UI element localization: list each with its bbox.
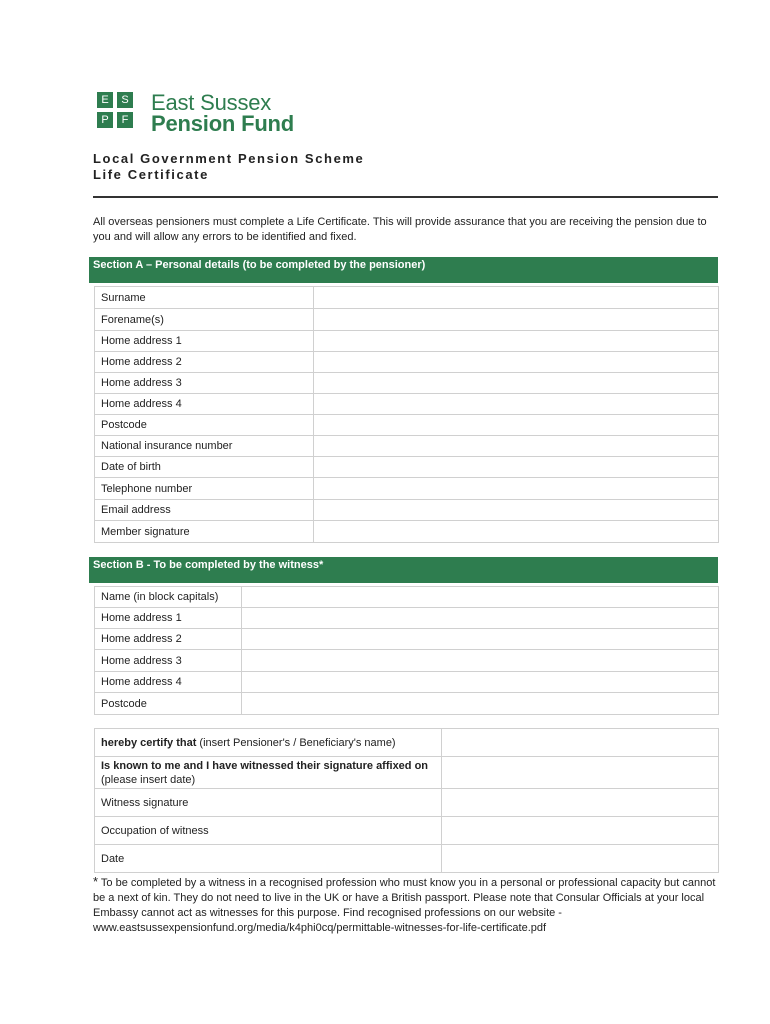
surname-field[interactable] xyxy=(314,287,719,309)
witnessed-label xyxy=(95,757,442,789)
table-row xyxy=(95,373,719,394)
footnote-asterisk: * xyxy=(93,874,99,889)
date-field[interactable] xyxy=(442,845,719,873)
table-row xyxy=(95,789,719,817)
witness-address-3-field[interactable] xyxy=(242,650,719,672)
table-row xyxy=(95,629,719,650)
section-b-header: Section B - To be completed by the witness* xyxy=(89,557,718,583)
field-label: Date of birth xyxy=(95,457,314,478)
witness-signature-field[interactable] xyxy=(442,789,719,817)
field-label: National insurance number xyxy=(95,436,314,457)
footnote xyxy=(93,874,723,936)
footnote-text: To be completed by a witness in a recognised profession who must know you in a personal or professional capacity but cannot be a next of kin. They do not need to live in the UK or have a British passport. Please note that Consular Officials at your local Embassy cannot act as witnesses for this purpose. Find recognised professions on our website - www.eastsussexpensionfund.org/media/k4phi0cq/permittable-witnesses-for-life-certificate.pdf xyxy=(93,877,716,934)
logo-text-east-sussex: East Sussex xyxy=(151,90,272,115)
table-row xyxy=(95,478,719,500)
logo-letter-p: P xyxy=(97,112,113,128)
certification-table xyxy=(94,728,719,873)
date-of-birth-field[interactable] xyxy=(314,457,719,478)
forenames-field[interactable] xyxy=(314,309,719,331)
witness-postcode-field[interactable] xyxy=(242,693,719,715)
table-row xyxy=(95,729,719,757)
intro-paragraph: All overseas pensioners must complete a Life Certificate. This will provide assurance that you are receiving the pension due to you and will allow any errors to be identified and fixed. xyxy=(93,216,707,243)
table-row xyxy=(95,415,719,436)
field-label: Witness signature xyxy=(95,789,442,817)
witness-address-1-field[interactable] xyxy=(242,608,719,629)
section-a-header: Section A – Personal details (to be completed by the pensioner) xyxy=(89,257,718,283)
table-row xyxy=(95,757,719,789)
title-line-2: Life Certificate xyxy=(93,167,209,182)
document-title xyxy=(93,151,364,183)
email-field[interactable] xyxy=(314,500,719,521)
witnessed-bold: Is known to me and I have witnessed their signature affixed on xyxy=(101,759,429,772)
table-row xyxy=(95,587,719,608)
field-label: Home address 2 xyxy=(95,629,242,650)
table-row xyxy=(95,436,719,457)
table-row xyxy=(95,352,719,373)
title-divider xyxy=(93,196,718,198)
table-row xyxy=(95,608,719,629)
table-row xyxy=(95,521,719,543)
field-label: Member signature xyxy=(95,521,314,543)
national-insurance-field[interactable] xyxy=(314,436,719,457)
table-row xyxy=(95,672,719,693)
field-label: Email address xyxy=(95,500,314,521)
witness-name-field[interactable] xyxy=(242,587,719,608)
witness-address-4-field[interactable] xyxy=(242,672,719,693)
witness-address-2-field[interactable] xyxy=(242,629,719,650)
home-address-2-field[interactable] xyxy=(314,352,719,373)
telephone-field[interactable] xyxy=(314,478,719,500)
section-b-table xyxy=(94,586,719,715)
field-label: Postcode xyxy=(95,415,314,436)
witnessed-date-field[interactable] xyxy=(442,757,719,789)
postcode-field[interactable] xyxy=(314,415,719,436)
field-label: Date xyxy=(95,845,442,873)
home-address-3-field[interactable] xyxy=(314,373,719,394)
home-address-4-field[interactable] xyxy=(314,394,719,415)
table-row xyxy=(95,845,719,873)
logo-letter-s: S xyxy=(117,92,133,108)
field-label: Occupation of witness xyxy=(95,817,442,845)
title-line-1: Local Government Pension Scheme xyxy=(93,151,365,166)
field-label: Home address 1 xyxy=(95,331,314,352)
field-label: Home address 4 xyxy=(95,394,314,415)
table-row xyxy=(95,457,719,478)
table-row xyxy=(95,287,719,309)
pensioner-name-field[interactable] xyxy=(442,729,719,757)
table-row xyxy=(95,650,719,672)
table-row xyxy=(95,693,719,715)
table-row xyxy=(95,500,719,521)
field-label: Telephone number xyxy=(95,478,314,500)
field-label: Home address 1 xyxy=(95,608,242,629)
table-row xyxy=(95,394,719,415)
field-label: Postcode xyxy=(95,693,242,715)
table-row xyxy=(95,817,719,845)
logo-text-pension-fund: Pension Fund xyxy=(151,111,295,136)
home-address-1-field[interactable] xyxy=(314,331,719,352)
section-a-table xyxy=(94,286,719,543)
certify-bold: hereby certify that xyxy=(101,736,197,749)
witnessed-hint: (please insert date) xyxy=(101,773,196,786)
logo-letter-e: E xyxy=(97,92,113,108)
witness-occupation-field[interactable] xyxy=(442,817,719,845)
certify-label xyxy=(95,729,442,757)
logo-letter-f: F xyxy=(117,112,133,128)
field-label: Home address 3 xyxy=(95,373,314,394)
field-label: Home address 4 xyxy=(95,672,242,693)
certify-hint: (insert Pensioner's / Beneficiary's name) xyxy=(196,736,396,749)
field-label: Forename(s) xyxy=(95,309,314,331)
field-label: Name (in block capitals) xyxy=(95,587,242,608)
member-signature-field[interactable] xyxy=(314,521,719,543)
table-row xyxy=(95,309,719,331)
table-row xyxy=(95,331,719,352)
field-label: Home address 3 xyxy=(95,650,242,672)
field-label: Surname xyxy=(95,287,314,309)
field-label: Home address 2 xyxy=(95,352,314,373)
